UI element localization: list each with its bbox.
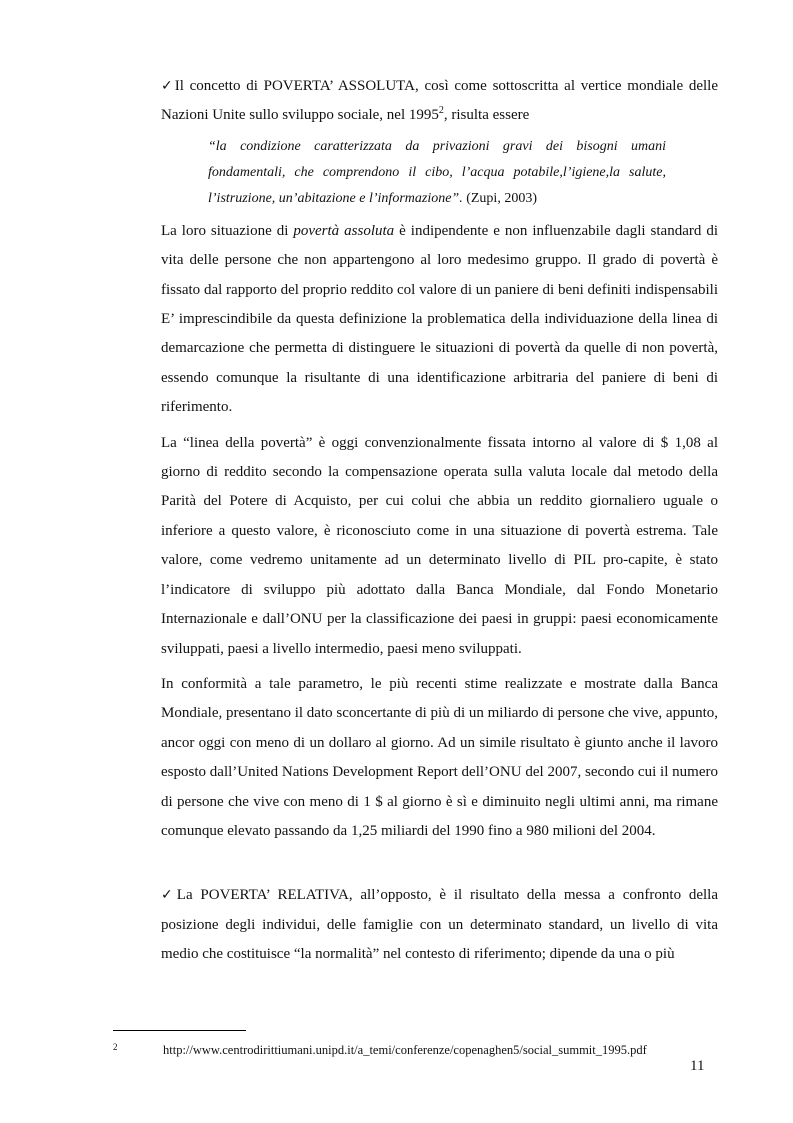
checkmark-icon: ✓ <box>161 887 177 904</box>
paragraph-absolute-poverty-intro <box>161 72 718 131</box>
checkmark-icon: ✓ <box>161 78 175 94</box>
paragraph-text: Il concetto di POVERTA’ ASSOLUTA, così come sottoscritta al vertice mondiale delle Nazioni Unite sullo sviluppo sociale, nel 1995 <box>161 78 718 124</box>
paragraph-poverty-line: La “linea della povertà” è oggi convenzionalmente fissata intorno al valore di $ 1,08 al giorno di reddito secondo la compensazione operata sulla valuta locale dal metodo della Parità del Potere di Acquisto, per cui colui che abbia un reddito giornaliero uguale o inferiore a questo valore, è riconosciuto come in una situazione di povertà estrema. Tale valore, come vedremo unitamente ad un determinato livello di PIL pro-capite, è stato l’indicatore di sviluppo più adottato dalla Banca Mondiale, dal Fondo Monetario Internazionale e dall’ONU per la classificazione dei paesi in gruppi: paesi economicamente sviluppati, paesi a livello intermedio, paesi meno sviluppati. <box>161 434 718 657</box>
footnote-separator <box>113 1030 246 1031</box>
emphasis-text: povertà assoluta <box>293 222 395 239</box>
footnote-reference[interactable]: 2 <box>438 105 444 117</box>
paragraph-text: La POVERTA’ RELATIVA, all’opposto, è il risultato della messa a confronto della posizione degli individui, delle famiglie con un determinato standard, un livello di vita medio che costituisce “la normalità” nel contesto di riferimento; dipende da una o più <box>161 887 719 963</box>
page-number: 11 <box>690 1058 705 1074</box>
paragraph-world-bank-estimates: In conformità a tale parametro, le più recenti stime realizzate e mostrate dalla Banca Mondiale, presentano il dato sconcertante di più di un miliardo di persone che vive, appunto, ancor oggi con meno di un dollaro al giorno. Ad un simile risultato è giunto anche il lavoro esposto dall’United Nations Development Report dell’ONU del 2007, secondo cui il numero di persone che vive con meno di 1 $ al giorno è sì e diminuito negli ultimi anni, ma rimane comunque elevato passando da 1,25 miliardi del 1990 fino a 980 milioni del 2004. <box>161 675 718 839</box>
paragraph-text: , risulta essere <box>443 107 530 124</box>
footnote-number: 2 <box>113 1042 118 1052</box>
paragraph-text: è indipendente e non influenzabile dagli standard di vita delle persone che non appartengono al loro medesimo gruppo. Il grado di povertà è fissato dal rapporto del proprio reddito col valore di un paniere di beni definiti indispensabili E’ imprescindibile da questa definizione la problematica della individuazione della linea di demarcazione che permetta di distinguere le situazioni di povertà da quelle di non povertà, essendo comunque la risultante di una identificazione arbitraria del paniere di beni di riferimento. <box>161 222 719 416</box>
paragraph-absolute-poverty-detail <box>161 217 718 423</box>
footnote-url[interactable]: http://www.centrodirittiumani.unipd.it/a_temi/conferenze/copenaghen5/social_summit_1995.pdf <box>163 1043 647 1057</box>
body-text <box>161 72 718 970</box>
paragraph-relative-poverty <box>161 881 718 969</box>
paragraph-text: La loro situazione di <box>161 222 294 239</box>
block-quote <box>208 134 666 212</box>
quote-citation: (Zupi, 2003) <box>462 190 537 206</box>
quote-text: “la condizione caratterizzata da privazioni gravi dei bisogni umani fondamentali, che comprendono il cibo, l’acqua potabile,l’igiene,la salute, l’istruzione, un’abitazione e l’informazione”. <box>208 138 666 206</box>
